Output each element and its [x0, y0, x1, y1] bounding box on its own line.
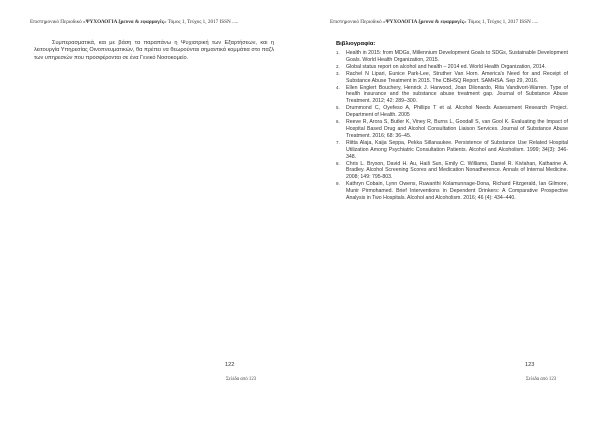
page-number: 123: [525, 362, 535, 368]
reference-item: 3. Rachel N Lipari, Eunice Park-Lee, Struther Van Horn. America's Need for and Receipt of Substance Abuse Treatment in 2015. The CBHSQ Report. SAMHSA. Sep 29, 2016.: [336, 70, 568, 84]
reference-item: 8. Chris L. Bryson, David H. Au, Haili Sun, Emily C. Williams, Daniel R. Kivlahan, Katharine A. Bradley. Alcohol Screening Scores and Medication Nonadherence. Annals of Internal Medicine. 2008; 149: 795-803.: [336, 160, 568, 181]
page-footer: Σελίδα από 123: [526, 377, 557, 382]
right-page: [300, 0, 600, 424]
conclusion-paragraph: Συμπερασματικά, και με βάση τα παραπάνω η Ψυχιατρική των Εξαρτήσεων, και η λειτουργία Υπηρεσίας Οινοπνευματικών, θα πρέπει να θεωρούνται σημαντικά κομμάτια στο παζλ των υπηρεσιών που προσφέρονται σε ένα Γενικό Νοσοκομείο.: [34, 40, 274, 61]
reference-item: 4. Ellen Englert Bouchery, Henrick J. Harwood, Joan Dilonardo, Rita Vandivort-Warren. Type of health insurance and the substance abuse treatment gap. Journal of Substance Abuse Treatment. 2012; 42: 289–300.: [336, 84, 568, 105]
body-text: [34, 40, 274, 62]
journal-brand: ΨΥΧΟΛΟΓΙΑ ξρευνα & εφαρμογές: [85, 19, 164, 25]
running-header: Επιστημονικό Περιοδικό «ΨΥΧΟΛΟΓΙΑ ξρευνα & εφαρμογές» Τόμος 1, Τεύχος 1, 2017 ISSN .....: [330, 19, 539, 25]
references-heading: Βιβλιογραφία:: [336, 41, 376, 47]
running-header: Επιστημονικό Περιοδικό «ΨΥΧΟΛΟΓΙΑ ξρευνα & εφαρμογές» Τόμος 1, Τεύχος 1, 2017 ISSN .....: [30, 19, 239, 25]
reference-item: 7. Riitta Alaja, Kaija Seppa, Pekka Sillanaukee. Persistence of Substance Use Related Hospital Utilization Among Psychiatric Consultation Patients. Alcohol and Alcoholism. 1999; 34(3): 346-348.: [336, 139, 568, 160]
reference-item: 1. Health in 2015: from MDGs, Millennium Development Goals to SDGs, Sustainable Development Goals. World Health Organization, 2015.: [336, 50, 568, 63]
references-list: [336, 50, 568, 202]
reference-item: 5. Drummond C, Oyefeso A, Phillips T et al. Alcohol Needs Assessment Research Project. Department of Health. 2005: [336, 105, 568, 119]
page-number: 122: [225, 362, 235, 368]
journal-brand: ΨΥΧΟΛΟΓΙΑ ξρευνα & εφαρμογές: [385, 19, 464, 25]
reference-item: 9. Kathryn Cobain, Lynn Owens, Ruwanthi Kolamunnage-Dona, Richard Fitzgerald, Ian Gilmore, Munir Pirmohamed. Brief Interventions in Dependent Drinkers: A Comparative Prospective Analysis in Two Hospitals. Alcohol and Alcoholism. 2016; 46 (4): 434–440.: [336, 181, 568, 202]
reference-item: 2. Global status report on alcohol and health – 2014 ed. World Health Organization, 2014.: [336, 63, 547, 70]
page-footer: Σελίδα από 123: [226, 377, 257, 382]
reference-item: 6. Reeve R, Arora S, Butler K, Viney R, Burns L, Goodall S, van Gool K. Evaluating the Impact of Hospital Based Drug and Alcohol Consultation Liaison Services. Journal of Substance Abuse Treatment. 2016; 68: 36–45.: [336, 119, 568, 139]
